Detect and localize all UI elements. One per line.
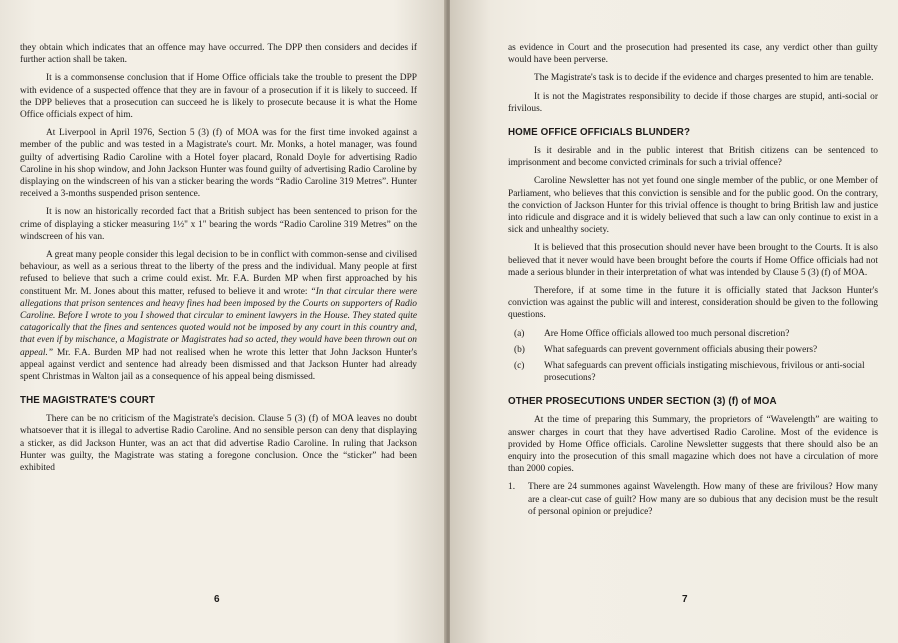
list-item: [508, 328, 878, 340]
paragraph: It is not the Magistrates responsibility to decide if those charges are stupid, anti-social or frivilous.: [508, 91, 878, 114]
burden-text-after: Mr. F.A. Burden MP had not realised when he wrote this letter that John Jackson Hunter's appeal against verdict and sentence had already been dismissed and that Jackson Hunter had already spent Christmas in Walton jail as a consequence of his appeal being dismissed.: [20, 347, 417, 383]
paragraph: It is now an historically recorded fact that a British subject has been sentenced to prison for the crime of displaying a sticker measuring 1½" x 1" bearing the words “Radio Caroline 319 Metres” on the windscreen of his van.: [20, 207, 417, 242]
page-number: 6: [214, 594, 220, 605]
item-marker: 1.: [508, 482, 516, 493]
list-marker: (c): [514, 361, 525, 372]
page-number: 7: [682, 594, 688, 605]
paragraph: At the time of preparing this Summary, the proprietors of “Wavelength” are waiting to answer charges in court that they have advertised Radio Caroline. Most of the evidence is provided by Home Office officials. Caroline Newsletter suggests that there should also be an enquiry into the prosecution of this small magazine which does not have a circulation of more than 2000 copies.: [508, 415, 878, 475]
list-text: What safeguards can prevent government officials abusing their powers?: [544, 344, 818, 355]
paragraph: Is it desirable and in the public interest that British citizens can be sentenced to imprisonment and become convicted criminals for such a trivial offence?: [508, 146, 878, 169]
question-list: [508, 328, 878, 385]
paragraph: they obtain which indicates that an offence may have occurred. The DPP then considers and decides if further action shall be taken.: [20, 43, 417, 66]
paragraph: It is believed that this prosecution should never have been brought to the Courts. It is also believed that it never would have been brought before the courts if Home Office officials had not made a serious blunder in their interpretation of what was intended by Clause 5 (3) (f) of MOA.: [508, 243, 878, 278]
list-text: What safeguards can prevent officials instigating mischievous, frivilous or anti-social prosecutions?: [544, 361, 865, 384]
paragraph: Caroline Newsletter has not yet found one single member of the public, or one Member of Parliament, who believes that this conviction is sensible and for the public good. On the contrary, the conviction of Jackson Hunter for this trivial offence is thought to bring British law and justice into ridicule and disgrace and it is widely believed that such a law can only continue to exist in a sick and unhealthy society.: [508, 176, 878, 236]
section-heading: HOME OFFICE OFFICIALS BLUNDER?: [508, 127, 691, 139]
paragraph: It is a commonsense conclusion that if Home Office officials take the trouble to present the DPP with evidence of a suspected offence that they are in favour of a prosecution if it is likely to succeed. If the DPP believes that a prosecution can succeed he is likely to prosecute because it is what the Home Office officials expect of him.: [20, 73, 417, 121]
paragraph: Therefore, if at some time in the future it is officially stated that Jackson Hunter's conviction was against the public will and interest, consideration should be given to the following questions.: [508, 286, 878, 321]
list-item: [508, 360, 878, 384]
section-heading: OTHER PROSECUTIONS UNDER SECTION (3) (f) of MOA: [508, 396, 777, 408]
paragraph: At Liverpool in April 1976, Section 5 (3) (f) of MOA was for the first time invoked against a member of the public and was tested in a Magistrate's court. Mr. Monks, a hotel manager, was found guilty of advertising Radio Caroline with a Hotel foyer placard, Ronald Doyle for advertising Radio Caroline in his shop window, and John Jackson Hunter was found guilty of advertising Radio Caroline by displaying on the windscreen of his van a sticker bearing the words “Radio Caroline 319 Metres”. Hunter received a 3-months suspended prison sentence.: [20, 128, 417, 200]
section-heading: THE MAGISTRATE'S COURT: [20, 395, 155, 407]
burden-text-before: A great many people consider this legal decision to be in conflict with common-sense and civilised behaviour, as well as a serious threat to the liberty of the press and the individual. Many people at first refused to believe that such a crime could exist. Mr. F.A. Burden MP when first approached by his constituent Mr. M. Jones about this matter, refused to believe it and wrote:: [20, 250, 417, 297]
list-text: Are Home Office officials allowed too much personal discretion?: [544, 328, 790, 339]
burden-quote: “In that circular there were allegations that prison sentences and heavy fines had been imposed by the Courts on supporters of Radio Caroline. Before I wrote to you I showed that circular to eminent lawyers in the House. They stated quite catagorically that the fines and sentences quoted would not be imposed by any court in this country and, that even if by mischance, a Magistrate or Magistrates had so acted, they would have been thrown out on appeal.”: [20, 286, 417, 358]
paragraph: as evidence in Court and the prosecution had presented its case, any verdict other than guilty would have been perverse.: [508, 43, 878, 66]
list-marker: (b): [514, 344, 525, 355]
item-text: There are 24 summones against Wavelength. How many of these are frivilous? How many are a clear-cut case of guilt? How many are so dubious that any decision must be the result of personal opinion or prejudice?: [528, 482, 878, 517]
left-page: [0, 0, 447, 643]
list-marker: (a): [514, 328, 525, 339]
numbered-item: [508, 481, 878, 518]
burden-paragraph: [20, 249, 417, 383]
list-item: [508, 344, 878, 356]
paragraph: The Magistrate's task is to decide if the evidence and charges presented to him are tenable.: [534, 73, 874, 84]
paragraph: There can be no criticism of the Magistrate's decision. Clause 5 (3) (f) of MOA leaves no doubt whatsoever that it is illegal to advertise Radio Caroline. And no sensible person can deny that displaying a sticker, as did Jackson Hunter, was an act that did advertise Radio Caroline. In ruling that Jackson Hunter was guilty, the Magistrate was stating a foregone conclusion. Once the “sticker” had been exhibited: [20, 414, 417, 474]
right-page: [450, 0, 898, 643]
